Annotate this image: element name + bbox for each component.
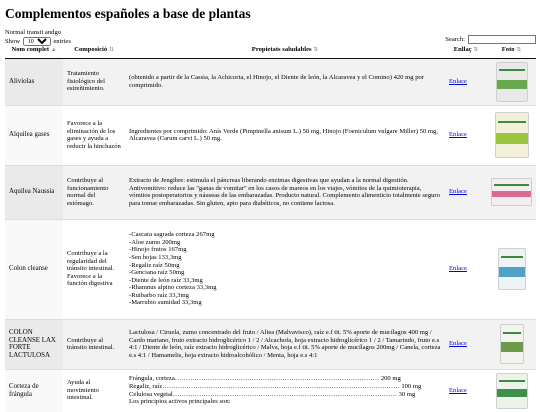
product-name-cell: Corteza de frángula bbox=[5, 369, 63, 412]
photo-cell bbox=[487, 219, 536, 319]
ingredient-line: -Marrubio sumidad 33,3mg bbox=[129, 299, 202, 307]
column-header-photo[interactable]: Foto ⇅ bbox=[487, 44, 536, 58]
properties-cell bbox=[125, 219, 445, 319]
ingredient-line: -Diente de león raíz 33,3mg bbox=[129, 276, 203, 284]
photo-cell bbox=[487, 319, 536, 369]
sort-icon: ⇅ bbox=[516, 47, 522, 53]
link-cell bbox=[445, 165, 487, 219]
sort-icon: ⇅ bbox=[473, 47, 479, 53]
composition-cell: Ayuda al movimiento intestinal. bbox=[63, 369, 125, 412]
search-label: Search: bbox=[445, 36, 465, 43]
show-label: Show bbox=[5, 38, 21, 45]
product-name-cell: COLON CLEANSE LAX FORTE LACTULOSA bbox=[5, 319, 63, 369]
column-header-link[interactable]: Enllaç ⇅ bbox=[445, 44, 487, 58]
product-box-icon bbox=[495, 112, 529, 158]
product-link[interactable]: Enlace bbox=[449, 340, 467, 348]
composition-cell: Favorece a la eliminación de los gases y ayuda a reducir la hinchazón bbox=[63, 105, 125, 165]
composition-cell: Contribuye a la regularidad del tránsito intestinal. Favorece a la función digestiva bbox=[63, 219, 125, 319]
product-name-cell: Alquilea gases bbox=[5, 105, 63, 165]
product-link[interactable]: Enlace bbox=[449, 386, 467, 394]
photo-cell bbox=[487, 58, 536, 105]
sort-icon: ⇅ bbox=[313, 47, 319, 53]
column-header-properties[interactable]: Propietats saludables ⇅ bbox=[125, 44, 445, 58]
ingredient-line: -Ruibarbo raíz 33,3mg bbox=[129, 291, 189, 299]
page-title: Complementos españoles a base de plantas bbox=[5, 6, 251, 21]
composition-cell: Contribuye al funcionamiento normal del estómago. bbox=[63, 165, 125, 219]
product-box-icon bbox=[491, 178, 532, 206]
table-caption: Normal transit andgo bbox=[5, 29, 62, 36]
product-link[interactable]: Enlace bbox=[449, 265, 467, 273]
photo-cell bbox=[487, 369, 536, 412]
ingredient-line: Los principios activos principales son: bbox=[129, 398, 231, 406]
photo-cell bbox=[487, 165, 536, 219]
product-link[interactable]: Enlace bbox=[449, 131, 467, 139]
properties-cell: Extracto de Jengibre: estimula el páncreas liberando enzimas digestivas que ayudan a la normal digestión. Antivomitivo: reduce las "ganas de vomitar" en los casos de mareos en los viajes, vómitos de la quimioterapia, vómitos postoperatorios y náuseas de las embarazadas. Producto natural. Complemento alimenticio totalmente seguro para tomar embarazadas. Sin gluten, apto para diabéticos, no contiene lactosa. bbox=[125, 165, 445, 219]
ingredient-line: -Rhamnus alpino corteza 33,3mg bbox=[129, 284, 217, 292]
ingredient-line: -Cascara sagrada corteza 267mg bbox=[129, 231, 215, 239]
ingredient-line: -Regaliz raíz 50mg bbox=[129, 261, 180, 269]
table-row bbox=[5, 105, 536, 165]
link-cell bbox=[445, 369, 487, 412]
table-row bbox=[5, 319, 536, 369]
products-table bbox=[5, 44, 536, 412]
product-box-icon bbox=[498, 248, 526, 290]
table-row bbox=[5, 58, 536, 105]
properties-cell bbox=[125, 369, 445, 412]
link-cell bbox=[445, 105, 487, 165]
ingredient-line: Regaliz, raíz……………………………………………………………………………………………… 100 mg bbox=[129, 383, 422, 390]
product-box-icon bbox=[500, 324, 524, 364]
link-cell bbox=[445, 219, 487, 319]
product-name-cell: Aquilea Naussia bbox=[5, 165, 63, 219]
search-input[interactable] bbox=[468, 35, 536, 44]
sort-ascending-icon: ▲ bbox=[51, 47, 57, 53]
ingredient-line: -Hinojo frutos 167mg bbox=[129, 246, 187, 254]
link-cell bbox=[445, 58, 487, 105]
table-header-row bbox=[5, 44, 536, 58]
sort-icon: ⇅ bbox=[109, 47, 114, 53]
product-box-icon bbox=[496, 62, 528, 102]
product-link[interactable]: Enlace bbox=[449, 188, 467, 196]
link-cell bbox=[445, 319, 487, 369]
product-name-cell: Aliviolas bbox=[5, 58, 63, 105]
composition-cell: Contribuye al tránsito intestinal. bbox=[63, 319, 125, 369]
properties-cell: Lactulosa / Ciruela, zumo concentrado del fruto / Altea (Malvavisco), raíz e.f tit. 5% aporte de mucílagos 400 mg / Cardo mariano, fruto extracto hidroglicérico 1 / 2 / Alcachofa, hoja extracto hidroglicérico 1 / 2 / Tamarindo, fruto e.s 4:1 / Diente de león, raíz extracto hidroglicérico / Malva, hoja e.f tit. 5% aporte de mucílagos 200mg / Canela, corteza e.s 4:1 / Hamamelis, hoja extracto hidroalcohólico / Menta, hoja e.s 4:1 bbox=[125, 319, 445, 369]
column-header-composition[interactable]: Composició ⇅ bbox=[63, 44, 125, 58]
table-row bbox=[5, 219, 536, 319]
table-row bbox=[5, 165, 536, 219]
composition-cell: Tratamiento fisiológico del estreñimiento. bbox=[63, 58, 125, 105]
product-box-icon bbox=[496, 373, 528, 409]
table-row bbox=[5, 369, 536, 412]
product-link[interactable]: Enlace bbox=[449, 77, 467, 85]
properties-cell: Ingredientes por comprimido: Anís Verde (Pimpinella anisum L.) 50 mg, Hinojo (Foeniculum vulgare Miller) 50 mg, Alcaravea (Carum carvi L.) 50 mg. bbox=[125, 105, 445, 165]
column-header-name[interactable]: Nom complet ▲ bbox=[5, 44, 63, 58]
ingredient-line: -Aloe zumo 200mg bbox=[129, 238, 181, 246]
photo-cell bbox=[487, 105, 536, 165]
entries-label: entries bbox=[53, 38, 71, 45]
product-name-cell: Colon cleanse bbox=[5, 219, 63, 319]
table-search bbox=[445, 35, 536, 44]
ingredient-line: Celulosa vegetal………………………………………………………………………………………… 30 mg bbox=[129, 390, 416, 398]
properties-cell: (obtenido a partir de la Cassia, la Achicoria, el Hinojo, el Diente de león, la Alcaravea y el Comino) 420 mg por comprimido. bbox=[125, 58, 445, 105]
ingredient-line: -Sen hojas 133,3mg bbox=[129, 253, 182, 261]
ingredient-line: Frángula, corteza………………………………………………………………………………… 200 mg bbox=[129, 375, 401, 383]
ingredient-line: -Genciana raíz 50mg bbox=[129, 269, 185, 277]
